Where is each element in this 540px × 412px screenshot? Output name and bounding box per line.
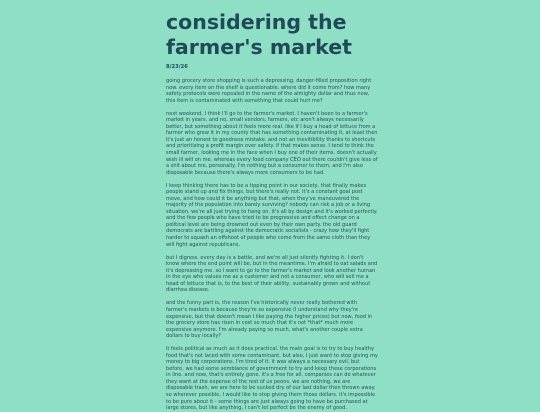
post-paragraph: it feels political as much as it does practical. the main goal is to try to buy healthy food that's not laced with some contaminant. but also, I just want to stop giving my money to big corporations. I'm tired of it. it was always a necessary evil, but before, we had some semblance of government to try and keep these corporations in line. and now, that's entirely gone. it's a free for all. companies can do whatever they want at the expense of the rest of us peons. we are nothing, we are disposable trash, we are here to be sucked dry of our last dollar then thrown away. so wherever possible, I would like to stop giving them those dollars. it's impossible to be pure about it - some things are just always going to have be purchased at large stores, but like anything, I can't let perfect be the enemy of good.	[166, 346, 378, 412]
post-paragraph: I keep thinking there has to be a tipping point in our society, that finally makes people stand up and fix things, but there's really not. it's a constant goal post move, and how could it be anything but that, when they've maneuvered the majority of the population into barely surviving? nobody can risk a job or a living situation. we're all just trying to hang on. it's all by design and it's worked perfectly. and the few people who have tried to be progressive and effect change on a political level are being drowned out even by their own party. the old guard democrats are battling against the democratic socialists - crazy how they'll fight harder to squash an offshoot of people who come from the same cloth than they will fight against republicans.	[166, 182, 378, 248]
post-body	[166, 78, 378, 412]
post-paragraph: and the funny part is, the reason I've historically never really bothered with farmer's markets is because they're so expensive (I understand why they're expensive, but that doesn't mean I like paying the higher prices) but now, food in the grocery store has risen in cost so much that it's not *that* much more expensive anymore. I'm already paying so much, what's another couple extra dollars to buy locally?	[166, 300, 373, 340]
post-paragraph: next weekend, I think I'll go to the farmer's market. I haven't been to a farmer's market in years. and no, small vendors, farmers, etc aren't always necessarily better, but something about it feels more real. like if I buy a head of lettuce from a farmer who grew it in my county that has something contaminating it, at least then it's just an honest to goodness mistake. and not an inevitibility thanks to shortcuts and prioritizing a profit margin over safety. if that makes sense. I tend to think the small farmer, looking me in the face when I buy one of their items, doesn't actually wish ill will on me. whereas every food company CEO out there couldn't give less of a shit about me, personally. I'm nothing but a consumer to them, and I'm also disposable because there's always more consumers to be had.	[166, 110, 378, 176]
post-paragraph: but I digress. every day is a battle, and we're all just silently fighting it. I don't know where the end point will be, but in the meantime, I'm afraid to eat salads and it's depressing me. so I want to go to the farmer's market and look another human in the eye who values me as a customer and not a consumer, who will sell me a head of lettuce that is, to the best of their ability, sustainably grown and without diarrhea disease.	[166, 254, 378, 294]
post-title: considering the farmer's market	[166, 10, 352, 59]
post-date: 8/23/26	[166, 64, 188, 70]
post-paragraph: going grocery store shopping is such a depressing, danger-filled proposition right now. every item on the shelf is questionable. where did it come from? how many safety protocols were repealed in the name of the almighty dollar and thus now, this item is contaminated with something that could hurt me?	[166, 78, 372, 104]
blog-post	[166, 0, 378, 412]
